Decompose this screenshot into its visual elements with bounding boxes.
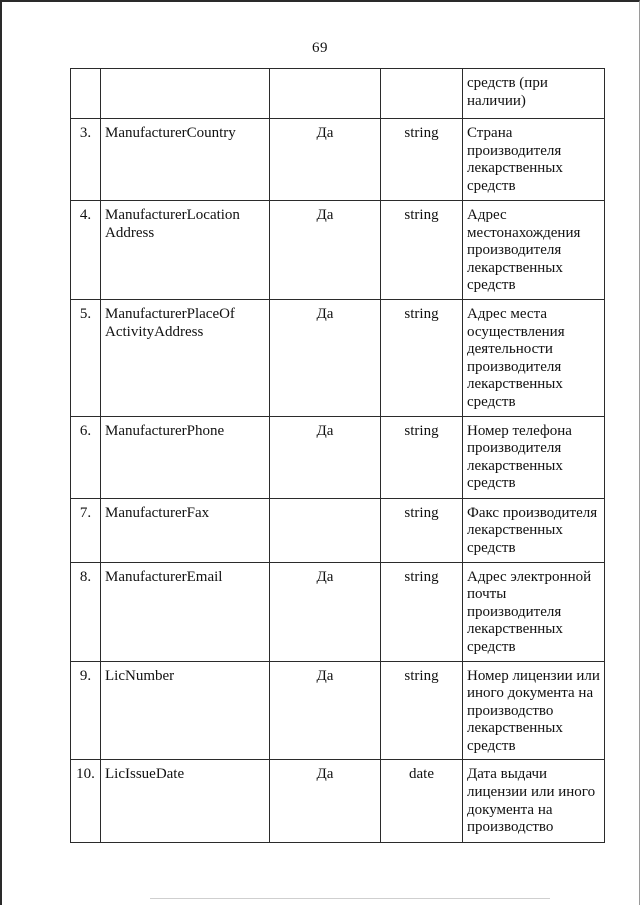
type-cell: string [381,201,463,300]
type-cell: string [381,299,463,416]
field-name-cell: ManufacturerCountry [101,119,270,201]
row-number-cell [71,69,101,119]
description-cell: Адрес электронной почты производителя лекарственных средств [463,562,605,661]
type-cell [381,69,463,119]
required-cell: Да [270,299,381,416]
table-row [71,299,605,416]
type-cell: string [381,498,463,562]
field-name-cell: ManufacturerPhone [101,416,270,498]
field-name-cell: LicIssueDate [101,760,270,843]
required-cell: Да [270,119,381,201]
fields-table [70,68,605,843]
description-cell: Дата выдачи лицензии или иного документа на производство [463,760,605,843]
type-cell: date [381,760,463,843]
description-cell: Номер телефона производителя лекарственных средств [463,416,605,498]
type-cell: string [381,562,463,661]
description-cell: Страна производителя лекарственных средств [463,119,605,201]
required-cell: Да [270,201,381,300]
row-number-cell: 4. [71,201,101,300]
row-number-cell: 9. [71,661,101,760]
row-number-cell: 7. [71,498,101,562]
table-row [71,201,605,300]
row-number-cell: 3. [71,119,101,201]
table-row [71,119,605,201]
row-number-cell: 10. [71,760,101,843]
table-row [71,498,605,562]
table-row [71,661,605,760]
table-row [71,760,605,843]
field-name-cell: ManufacturerEmail [101,562,270,661]
description-cell: Факс производителя лекарственных средств [463,498,605,562]
required-cell: Да [270,760,381,843]
type-cell: string [381,119,463,201]
type-cell: string [381,661,463,760]
page-number: 69 [312,40,328,56]
required-cell: Да [270,661,381,760]
required-cell: Да [270,416,381,498]
description-cell: средств (при наличии) [463,69,605,119]
field-name-cell: ManufacturerFax [101,498,270,562]
row-number-cell: 8. [71,562,101,661]
table-row [71,416,605,498]
row-number-cell: 6. [71,416,101,498]
required-cell: Да [270,562,381,661]
description-cell: Адрес места осуществления деятельности производителя лекарственных средств [463,299,605,416]
scan-edge-line [150,898,550,899]
required-cell [270,498,381,562]
row-number-cell: 5. [71,299,101,416]
description-cell: Адрес местонахождения производителя лекарственных средств [463,201,605,300]
required-cell [270,69,381,119]
field-name-cell: ManufacturerLocation Address [101,201,270,300]
table-row [71,69,605,119]
description-cell: Номер лицензии или иного документа на производство лекарственных средств [463,661,605,760]
field-name-cell: ManufacturerPlaceOf ActivityAddress [101,299,270,416]
field-name-cell: LicNumber [101,661,270,760]
table-row [71,562,605,661]
type-cell: string [381,416,463,498]
field-name-cell [101,69,270,119]
